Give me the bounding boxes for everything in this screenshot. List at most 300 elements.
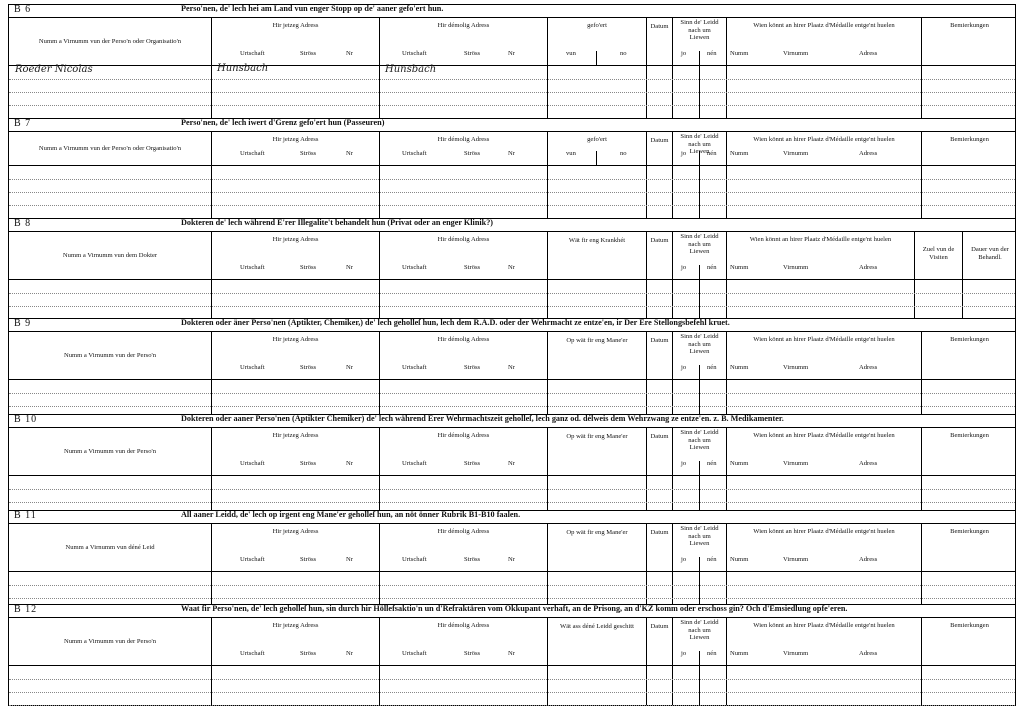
form-page xyxy=(8,4,1016,706)
nr-label: Nr xyxy=(346,150,353,158)
name-column-label: Numm a Virnumm vun der Perso'n oder Organisatio'n xyxy=(38,37,182,45)
adress-label: Adress xyxy=(859,650,878,658)
row-column-line xyxy=(672,476,673,511)
nr-label: Nr xyxy=(508,364,515,372)
section-code: B 10 xyxy=(14,414,38,425)
row-column-line xyxy=(547,380,548,415)
numm-label: Numm xyxy=(730,364,749,372)
row-column-line xyxy=(699,280,700,319)
section-title-bar xyxy=(9,511,1015,524)
vun-no-divider xyxy=(596,151,597,165)
entry-rows[interactable] xyxy=(9,63,1015,119)
alive-header xyxy=(672,18,726,65)
name-column-header xyxy=(9,132,211,165)
section-title-bar xyxy=(9,119,1015,132)
entry-rows[interactable] xyxy=(9,476,1015,511)
section-b6 xyxy=(8,4,1016,118)
stross-label: Ströss xyxy=(464,460,481,468)
date-header xyxy=(646,618,672,665)
entry-rows[interactable] xyxy=(9,572,1015,605)
middle-column-header xyxy=(547,132,646,165)
urtschaft-label: Urtschaft xyxy=(240,650,265,658)
nr-label: Nr xyxy=(346,460,353,468)
row-column-line xyxy=(921,666,922,706)
name-column-label: Numm a Virnumm vun dem Dokter xyxy=(62,251,158,259)
former-address-label: Hir démolig Adress xyxy=(437,336,490,343)
name-column-label: Numm a Virnumm vun der Perso'n xyxy=(63,351,157,359)
current-address-header xyxy=(211,232,379,279)
header-row xyxy=(9,18,1015,66)
row-column-line xyxy=(921,476,922,511)
remarks-label: Bemierkungen xyxy=(950,622,989,629)
date-label: Datum xyxy=(650,337,669,344)
adress-label: Adress xyxy=(859,460,878,468)
virnumm-label: Virnumm xyxy=(783,264,809,272)
former-address-header xyxy=(379,618,547,665)
row-column-line xyxy=(672,280,673,319)
middle-column-label: Op wät fir eng Mane'er xyxy=(566,529,628,536)
numm-label: Numm xyxy=(730,264,749,272)
urtschaft-label: Urtschaft xyxy=(402,650,427,658)
date-label: Datum xyxy=(650,23,669,30)
section-heading: Dokteren de' lech während E'rer Illegalite't behandelt hun (Privat oder an enger Klinik?) xyxy=(181,218,494,227)
current-address-header xyxy=(211,618,379,665)
row-column-line xyxy=(379,380,380,415)
section-code: B 9 xyxy=(14,318,32,329)
nr-label: Nr xyxy=(346,364,353,372)
row-column-line xyxy=(379,666,380,706)
alive-label: Sinn de' Leidd nach um Liewen xyxy=(680,429,719,452)
alive-label: Sinn de' Leidd nach um Liewen xyxy=(680,333,719,356)
former-address-label: Hir démolig Adress xyxy=(437,136,490,143)
name-column-header xyxy=(9,524,211,571)
remarks-header xyxy=(921,332,1017,379)
current-address-label: Hir jetzeg Adress xyxy=(272,336,319,343)
row-column-line xyxy=(646,666,647,706)
handwritten-name: Roeder Nicolas xyxy=(15,64,93,75)
remarks-label: Bemierkungen xyxy=(950,22,989,29)
virnumm-label: Virnumm xyxy=(783,150,809,158)
section-b12 xyxy=(8,604,1016,706)
numm-label: Numm xyxy=(730,150,749,158)
row-column-line xyxy=(646,572,647,605)
visits-header xyxy=(914,232,962,279)
witness-header xyxy=(726,618,921,665)
stross-label: Ströss xyxy=(464,50,481,58)
row-column-line xyxy=(726,476,727,511)
date-header xyxy=(646,332,672,379)
section-heading: Dokteren oder äner Perso'nen (Aptikter, Chemiker,) de' lech geholleſ hun, lech dem R.A.D. oder der Wehrmacht ze entze'en, ir Der Ere Stellongsbefehl kruet. xyxy=(181,318,730,327)
nr-label: Nr xyxy=(346,264,353,272)
entry-line xyxy=(9,598,1015,599)
stross-label: Ströss xyxy=(300,460,317,468)
numm-label: Numm xyxy=(730,50,749,58)
nr-label: Nr xyxy=(346,50,353,58)
witness-label: Wien könnt an hirer Plaatz d'Médaille entge'nt huelen xyxy=(753,136,895,143)
jo-label: jo xyxy=(681,556,687,564)
middle-column-label: Op wät fir eng Mane'er xyxy=(566,433,628,440)
name-column-header xyxy=(9,428,211,475)
alive-label: Sinn de' Leidd nach um Liewen xyxy=(680,133,719,156)
current-address-header xyxy=(211,428,379,475)
row-column-line xyxy=(646,380,647,415)
visits-label: Zuel vun de Visiten xyxy=(922,246,955,261)
name-column-label: Numm a Virnumm vun der Perso'n oder Organisatio'n xyxy=(38,144,182,152)
nen-label: nén xyxy=(707,460,717,468)
section-heading: All aaner Leidd, de' lech op irgent eng Mane'er geholleſ hun, an nöt önner Rubrik B1-B10 faalen. xyxy=(181,510,521,519)
remarks-label: Bemierkungen xyxy=(950,136,989,143)
nr-label: Nr xyxy=(508,150,515,158)
jo-label: jo xyxy=(681,460,687,468)
witness-header xyxy=(726,232,914,279)
alive-label: Sinn de' Leidd nach um Liewen xyxy=(680,19,719,42)
entry-line xyxy=(9,79,1015,80)
jo-label: jo xyxy=(681,650,687,658)
row-column-line xyxy=(921,572,922,605)
numm-label: Numm xyxy=(730,556,749,564)
row-column-line xyxy=(921,380,922,415)
entry-rows[interactable] xyxy=(9,380,1015,415)
gefoert-label: gefo'ert xyxy=(587,22,607,29)
name-column-label: Numm a Virnumm vun déné Leid xyxy=(65,543,155,551)
numm-label: Numm xyxy=(730,460,749,468)
middle-column-header xyxy=(547,332,646,379)
entry-line xyxy=(9,489,1015,490)
nr-label: Nr xyxy=(508,50,515,58)
witness-label: Wien könnt an hirer Plaatz d'Médaille entge'nt huelen xyxy=(753,528,895,535)
jo-nen-divider xyxy=(699,461,700,475)
witness-label: Wien könnt an hirer Plaatz d'Médaille entge'nt huelen xyxy=(753,22,895,29)
nen-label: nén xyxy=(707,556,717,564)
row-column-line xyxy=(379,476,380,511)
row-column-line xyxy=(379,280,380,319)
stross-label: Ströss xyxy=(300,556,317,564)
date-header xyxy=(646,428,672,475)
witness-label: Wien könnt an hirer Plaatz d'Médaille entge'nt huelen xyxy=(753,432,895,439)
entry-line xyxy=(9,293,1015,294)
row-column-line xyxy=(699,380,700,415)
remarks-label: Bemierkungen xyxy=(950,528,989,535)
current-address-header xyxy=(211,332,379,379)
remarks-header xyxy=(921,428,1017,475)
date-header xyxy=(646,524,672,571)
name-column-label: Numm a Virnumm vun der Perso'n xyxy=(63,447,157,455)
date-header xyxy=(646,18,672,65)
urtschaft-label: Urtschaft xyxy=(402,460,427,468)
handwritten-former-address: Hunsbach xyxy=(385,64,437,75)
row-column-line xyxy=(726,380,727,415)
row-column-line xyxy=(726,666,727,706)
alive-label: Sinn de' Leidd nach um Liewen xyxy=(680,233,719,256)
entry-line xyxy=(9,585,1015,586)
urtschaft-label: Urtschaft xyxy=(402,364,427,372)
former-address-header xyxy=(379,232,547,279)
remarks-label: Bemierkungen xyxy=(950,432,989,439)
current-address-header xyxy=(211,132,379,165)
former-address-header xyxy=(379,332,547,379)
current-address-label: Hir jetzeg Adress xyxy=(272,528,319,535)
gefoert-label: gefo'ert xyxy=(587,136,607,143)
row-column-line xyxy=(211,380,212,415)
urtschaft-label: Urtschaft xyxy=(402,264,427,272)
entry-line xyxy=(9,393,1015,394)
urtschaft-label: Urtschaft xyxy=(240,364,265,372)
stross-label: Ströss xyxy=(464,150,481,158)
former-address-header xyxy=(379,428,547,475)
entry-rows[interactable] xyxy=(9,666,1015,706)
name-column-header xyxy=(9,18,211,65)
entry-line xyxy=(9,306,1015,307)
section-title-bar xyxy=(9,319,1015,332)
jo-label: jo xyxy=(681,50,687,58)
adress-label: Adress xyxy=(859,364,878,372)
name-column-header xyxy=(9,332,211,379)
urtschaft-label: Urtschaft xyxy=(240,50,265,58)
jo-nen-divider xyxy=(699,365,700,379)
middle-column-header xyxy=(547,18,646,65)
urtschaft-label: Urtschaft xyxy=(240,460,265,468)
remarks-header xyxy=(921,524,1017,571)
jo-nen-divider xyxy=(699,265,700,279)
former-address-label: Hir démolig Adress xyxy=(437,432,490,439)
nen-label: nén xyxy=(707,50,717,58)
current-address-header xyxy=(211,18,379,65)
jo-nen-divider xyxy=(699,651,700,665)
stross-label: Ströss xyxy=(300,650,317,658)
stross-label: Ströss xyxy=(300,364,317,372)
nr-label: Nr xyxy=(508,460,515,468)
section-b9 xyxy=(8,318,1016,414)
row-column-line xyxy=(914,280,915,319)
header-row xyxy=(9,332,1015,380)
former-address-label: Hir démolig Adress xyxy=(437,528,490,535)
section-code: B 11 xyxy=(14,510,37,521)
alive-header xyxy=(672,428,726,475)
stross-label: Ströss xyxy=(300,150,317,158)
header-row xyxy=(9,428,1015,476)
row-column-line xyxy=(699,572,700,605)
row-column-line xyxy=(962,280,963,319)
entry-line xyxy=(9,92,1015,93)
date-label: Datum xyxy=(650,137,669,144)
alive-header xyxy=(672,332,726,379)
middle-column-header xyxy=(547,618,646,665)
witness-header xyxy=(726,524,921,571)
row-column-line xyxy=(547,476,548,511)
witness-label: Wien könnt an hirer Plaatz d'Médaille entge'nt huelen xyxy=(753,622,895,629)
vun-label: vun xyxy=(566,50,576,58)
current-address-header xyxy=(211,524,379,571)
virnumm-label: Virnumm xyxy=(783,460,809,468)
middle-column-header xyxy=(547,232,646,279)
nen-label: nén xyxy=(707,650,717,658)
alive-header xyxy=(672,524,726,571)
jo-label: jo xyxy=(681,150,687,158)
row-column-line xyxy=(672,380,673,415)
former-address-label: Hir démolig Adress xyxy=(437,22,490,29)
jo-nen-divider xyxy=(699,51,700,65)
section-title-bar xyxy=(9,5,1015,18)
urtschaft-label: Urtschaft xyxy=(240,556,265,564)
section-b10 xyxy=(8,414,1016,510)
nen-label: nén xyxy=(707,150,717,158)
jo-nen-divider xyxy=(699,151,700,165)
virnumm-label: Virnumm xyxy=(783,556,809,564)
date-label: Datum xyxy=(650,433,669,440)
entry-line xyxy=(9,179,1015,180)
vun-label: vun xyxy=(566,150,576,158)
witness-header xyxy=(726,18,921,65)
row-column-line xyxy=(211,280,212,319)
virnumm-label: Virnumm xyxy=(783,650,809,658)
row-column-line xyxy=(211,666,212,706)
alive-header xyxy=(672,132,726,165)
adress-label: Adress xyxy=(859,556,878,564)
urtschaft-label: Urtschaft xyxy=(240,150,265,158)
date-label: Datum xyxy=(650,529,669,536)
section-heading: Waat fir Perso'nen, de' lech geholleſ hun, sin durch hir Höllefsaktio'n un d'Refraktären vom Okkupant verhaft, an de Prisong, an d'KZ komm oder erschoss gin? Och d'Emsiedlung opfe'eren. xyxy=(181,604,848,613)
section-heading: Dokteren oder aaner Perso'nen (Aptikter Chemiker) de' lech während Erer Wehrmachtszeit geholleſ, lech ganz od. délweis dem Wehrzwang ze entze'en. z. B. Medikamenter. xyxy=(181,414,784,423)
middle-column-header xyxy=(547,524,646,571)
witness-label: Wien könnt an hirer Plaatz d'Médaille entge'nt huelen xyxy=(749,236,892,243)
urtschaft-label: Urtschaft xyxy=(402,50,427,58)
nr-label: Nr xyxy=(508,264,515,272)
stross-label: Ströss xyxy=(464,264,481,272)
date-label: Datum xyxy=(650,237,669,244)
middle-column-label: Wät fir eng Krankhét xyxy=(568,237,626,244)
former-address-header xyxy=(379,524,547,571)
remarks-header xyxy=(921,618,1017,665)
alive-header xyxy=(672,618,726,665)
nen-label: nén xyxy=(707,264,717,272)
entry-line xyxy=(9,705,1015,706)
alive-label: Sinn de' Leidd nach um Liewen xyxy=(680,525,719,548)
remarks-header xyxy=(921,132,1017,165)
row-column-line xyxy=(646,476,647,511)
stross-label: Ströss xyxy=(464,556,481,564)
section-b7 xyxy=(8,118,1016,218)
witness-header xyxy=(726,132,921,165)
nr-label: Nr xyxy=(508,650,515,658)
header-row xyxy=(9,524,1015,572)
jo-label: jo xyxy=(681,364,687,372)
alive-header xyxy=(672,232,726,279)
section-code: B 6 xyxy=(14,4,32,15)
middle-column-label: Op wät fir eng Mane'er xyxy=(566,337,628,344)
stross-label: Ströss xyxy=(300,50,317,58)
remarks-label: Bemierkungen xyxy=(950,336,989,343)
former-address-label: Hir démolig Adress xyxy=(437,236,490,243)
section-b8 xyxy=(8,218,1016,318)
current-address-label: Hir jetzeg Adress xyxy=(272,22,319,29)
date-header xyxy=(646,232,672,279)
section-title-bar xyxy=(9,415,1015,428)
vun-no-divider xyxy=(596,51,597,65)
name-column-label: Numm a Virnumm vun der Perso'n xyxy=(63,637,157,645)
name-column-header xyxy=(9,618,211,665)
adress-label: Adress xyxy=(859,264,878,272)
stross-label: Ströss xyxy=(464,364,481,372)
nen-label: nén xyxy=(707,364,717,372)
nr-label: Nr xyxy=(346,650,353,658)
entry-rows[interactable] xyxy=(9,166,1015,219)
urtschaft-label: Urtschaft xyxy=(402,150,427,158)
stross-label: Ströss xyxy=(300,264,317,272)
witness-header xyxy=(726,332,921,379)
section-heading: Perso'nen, de' lech iwert d'Grenz gefo'ert hun (Passeuren) xyxy=(181,118,385,127)
urtschaft-label: Urtschaft xyxy=(402,556,427,564)
nr-label: Nr xyxy=(346,556,353,564)
former-address-label: Hir démolig Adress xyxy=(437,622,490,629)
row-column-line xyxy=(379,572,380,605)
section-code: B 12 xyxy=(14,604,38,615)
row-column-line xyxy=(547,280,548,319)
entry-line xyxy=(9,192,1015,193)
row-column-line xyxy=(547,572,548,605)
current-address-label: Hir jetzeg Adress xyxy=(272,136,319,143)
adress-label: Adress xyxy=(859,50,878,58)
handwritten-current-address: Hunsbach xyxy=(217,63,269,74)
virnumm-label: Virnumm xyxy=(783,364,809,372)
no-label: no xyxy=(620,50,627,58)
current-address-label: Hir jetzeg Adress xyxy=(272,236,319,243)
remarks-header xyxy=(921,18,1017,65)
entry-line xyxy=(9,406,1015,407)
entry-line xyxy=(9,105,1015,106)
row-column-line xyxy=(699,476,700,511)
stross-label: Ströss xyxy=(464,650,481,658)
numm-label: Numm xyxy=(730,650,749,658)
section-title-bar xyxy=(9,605,1015,618)
date-header xyxy=(646,132,672,165)
treatment-duration-label: Dauer vun der Behandl. xyxy=(971,246,1009,261)
row-column-line xyxy=(726,572,727,605)
entry-rows[interactable] xyxy=(9,280,1015,319)
nr-label: Nr xyxy=(508,556,515,564)
witness-label: Wien könnt an hirer Plaatz d'Médaille entge'nt huelen xyxy=(753,336,895,343)
name-column-header xyxy=(9,232,211,279)
entry-line xyxy=(9,679,1015,680)
jo-nen-divider xyxy=(699,557,700,571)
middle-column-header xyxy=(547,428,646,475)
section-title-bar xyxy=(9,219,1015,232)
row-column-line xyxy=(211,572,212,605)
section-code: B 8 xyxy=(14,218,32,229)
row-column-line xyxy=(726,280,727,319)
row-column-line xyxy=(211,476,212,511)
row-column-line xyxy=(699,666,700,706)
former-address-header xyxy=(379,132,547,165)
no-label: no xyxy=(620,150,627,158)
entry-line xyxy=(9,502,1015,503)
former-address-header xyxy=(379,18,547,65)
treatment-duration-header xyxy=(962,232,1017,279)
section-code: B 7 xyxy=(14,118,32,129)
row-column-line xyxy=(646,280,647,319)
header-row xyxy=(9,618,1015,666)
header-row xyxy=(9,132,1015,166)
virnumm-label: Virnumm xyxy=(783,50,809,58)
header-row xyxy=(9,232,1015,280)
section-b11 xyxy=(8,510,1016,604)
row-column-line xyxy=(672,572,673,605)
entry-line xyxy=(9,205,1015,206)
current-address-label: Hir jetzeg Adress xyxy=(272,622,319,629)
entry-line xyxy=(9,692,1015,693)
jo-label: jo xyxy=(681,264,687,272)
urtschaft-label: Urtschaft xyxy=(240,264,265,272)
witness-header xyxy=(726,428,921,475)
